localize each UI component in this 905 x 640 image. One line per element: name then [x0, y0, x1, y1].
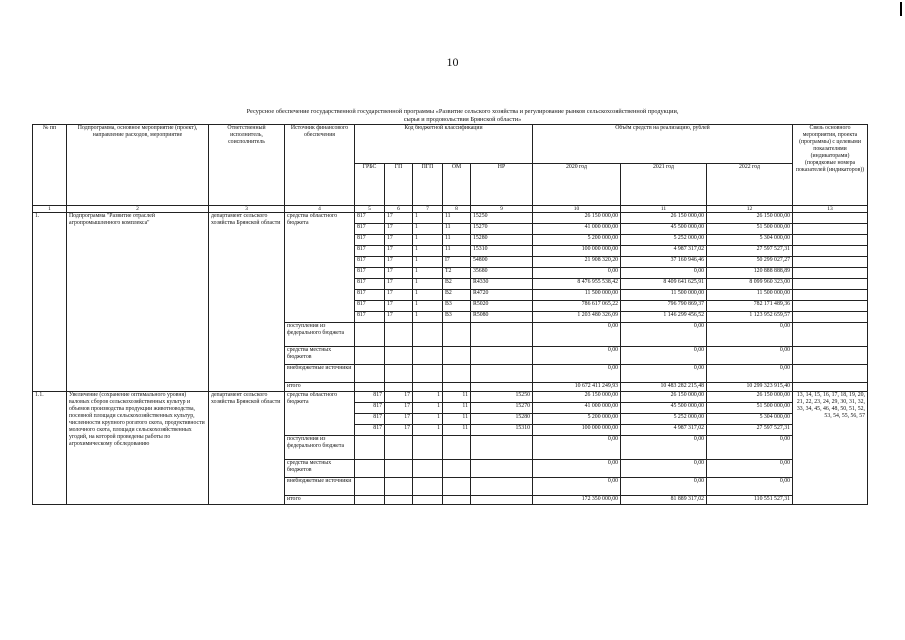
value-2020: 0,00: [533, 478, 621, 496]
code-np: R5080: [471, 312, 533, 323]
empty-code-cell: [355, 496, 385, 505]
code-gp: 17: [385, 403, 413, 414]
summary-label: итого: [285, 496, 355, 505]
code-gp: 17: [385, 279, 413, 290]
empty-code-cell: [413, 496, 443, 505]
code-grbs: 817: [355, 392, 385, 403]
executor-name: департамент сельского хозяйства Брянской области: [209, 213, 285, 392]
code-om: B3: [443, 301, 471, 312]
code-gp: 17: [385, 224, 413, 235]
colnum: 12: [707, 206, 793, 213]
value-2021: 0,00: [621, 460, 707, 478]
empty-code-cell: [443, 323, 471, 347]
value-2020: 5 200 000,00: [533, 235, 621, 246]
empty-code-cell: [413, 347, 443, 365]
code-pgp: 1: [413, 414, 443, 425]
value-2022: 5 304 000,00: [707, 235, 793, 246]
code-np: 15280: [471, 235, 533, 246]
empty-code-cell: [471, 383, 533, 392]
value-2020: 172 350 000,00: [533, 496, 621, 505]
colnum: 4: [285, 206, 355, 213]
value-2020: 0,00: [533, 347, 621, 365]
colnum: 3: [209, 206, 285, 213]
value-2020: 26 150 000,00: [533, 213, 621, 224]
empty-code-cell: [413, 436, 443, 460]
colnum: 6: [385, 206, 413, 213]
code-np: 15310: [471, 425, 533, 436]
indicator-cell: [793, 235, 868, 246]
colnum: 8: [443, 206, 471, 213]
code-grbs: 817: [355, 403, 385, 414]
code-np: 15270: [471, 224, 533, 235]
empty-code-cell: [471, 347, 533, 365]
code-pgp: 1: [413, 235, 443, 246]
code-grbs: 817: [355, 224, 385, 235]
value-2021: 5 252 000,00: [621, 235, 707, 246]
empty-code-cell: [471, 436, 533, 460]
code-np: 15310: [471, 246, 533, 257]
code-om: B2: [443, 279, 471, 290]
header-link: Связь основного мероприятия, проекта (программы) с целевыми показателями (индикаторами) (порядковые номера показателей (индикаторов)): [793, 125, 868, 206]
header-2021: 2021 год: [621, 164, 707, 206]
value-2022: 0,00: [707, 365, 793, 383]
code-gp: 17: [385, 213, 413, 224]
summary-label: средства местных бюджетов: [285, 347, 355, 365]
value-2021: 5 252 000,00: [621, 414, 707, 425]
measure-name: Подпрограмма "Развитие отраслей агропромышленного комплекса": [67, 213, 209, 392]
indicator-cell: [793, 323, 868, 347]
empty-code-cell: [385, 436, 413, 460]
value-2021: 81 889 317,02: [621, 496, 707, 505]
section-1-1-body: [33, 392, 868, 505]
scan-edge-mark: [900, 2, 902, 16]
colnum: 13: [793, 206, 868, 213]
header-source: Источник финансового обеспечения: [285, 125, 355, 206]
table-caption: [110, 108, 815, 124]
summary-label: поступления из федерального бюджета: [285, 323, 355, 347]
code-pgp: 1: [413, 301, 443, 312]
code-om: 11: [443, 224, 471, 235]
empty-code-cell: [443, 478, 471, 496]
indicator-numbers: 13, 14, 15, 16, 17, 18, 19, 20, 21, 22, 23, 24, 29, 30, 31, 32, 33, 34, 45, 46, 48, 50, 51, 52, 53, 54, 55, 56, 57: [793, 392, 868, 505]
value-2022: 8 099 960 323,00: [707, 279, 793, 290]
value-2020: 41 000 000,00: [533, 224, 621, 235]
code-om: 11: [443, 392, 471, 403]
colnum: 7: [413, 206, 443, 213]
code-gp: 17: [385, 312, 413, 323]
value-2022: 782 171 489,36: [707, 301, 793, 312]
value-2022: 27 597 527,31: [707, 425, 793, 436]
value-2021: 0,00: [621, 478, 707, 496]
empty-code-cell: [385, 347, 413, 365]
code-gp: 17: [385, 268, 413, 279]
code-om: 11: [443, 403, 471, 414]
empty-code-cell: [385, 460, 413, 478]
code-pgp: 1: [413, 312, 443, 323]
code-gp: 17: [385, 246, 413, 257]
colnum: 5: [355, 206, 385, 213]
value-2020: 11 500 000,00: [533, 290, 621, 301]
caption-line-2: сырья и продовольствия Брянской области»: [403, 116, 522, 123]
row-number: 1.1.: [33, 392, 67, 505]
empty-code-cell: [355, 323, 385, 347]
value-2022: 27 597 527,31: [707, 246, 793, 257]
value-2022: 10 299 323 915,40: [707, 383, 793, 392]
value-2022: 120 888 888,89: [707, 268, 793, 279]
code-pgp: 1: [413, 425, 443, 436]
code-grbs: 817: [355, 414, 385, 425]
summary-label: итого: [285, 383, 355, 392]
header-funds: Объём средств на реализацию, рублей: [533, 125, 793, 164]
code-om: 11: [443, 246, 471, 257]
value-2022: 50 299 027,27: [707, 257, 793, 268]
code-gp: 17: [385, 290, 413, 301]
measure-name: Увеличение (сохранение оптимального уровня) валовых сборов сельскохозяйственных культур и объемов производства продукции животноводства, посевной площади сельскохозяйственных культур, численности крупного рогатого скота, продуктивности молочного скота, площади сельскохозяйственных угодий, на которой проведены работы по агрохимическому обследованию: [67, 392, 209, 505]
code-np: R4330: [471, 279, 533, 290]
value-2021: 11 500 000,00: [621, 290, 707, 301]
column-number-row: [33, 206, 868, 213]
value-2022: 0,00: [707, 323, 793, 347]
summary-label: поступления из федерального бюджета: [285, 436, 355, 460]
value-2021: 45 500 000,00: [621, 403, 707, 414]
empty-code-cell: [471, 460, 533, 478]
indicator-cell: [793, 268, 868, 279]
code-grbs: 817: [355, 279, 385, 290]
resource-table: [32, 124, 868, 505]
funding-source: средства областного бюджета: [285, 213, 355, 323]
header-grbs: ГРБС: [355, 164, 385, 206]
empty-code-cell: [413, 323, 443, 347]
value-2021: 10 483 282 215,48: [621, 383, 707, 392]
code-pgp: 1: [413, 392, 443, 403]
value-2020: 5 200 000,00: [533, 414, 621, 425]
value-2021: 0,00: [621, 436, 707, 460]
value-2020: 0,00: [533, 323, 621, 347]
empty-code-cell: [355, 436, 385, 460]
value-2022: 0,00: [707, 347, 793, 365]
value-2020: 0,00: [533, 460, 621, 478]
code-np: 35680: [471, 268, 533, 279]
header-budget-code: Код бюджетной классификации: [355, 125, 533, 164]
empty-code-cell: [355, 478, 385, 496]
summary-label: внебюджетные источники: [285, 365, 355, 383]
empty-code-cell: [385, 478, 413, 496]
value-2022: 5 304 000,00: [707, 414, 793, 425]
funding-source: средства областного бюджета: [285, 392, 355, 436]
value-2021: 26 150 000,00: [621, 392, 707, 403]
code-grbs: 817: [355, 268, 385, 279]
empty-code-cell: [471, 365, 533, 383]
code-pgp: 1: [413, 257, 443, 268]
empty-code-cell: [443, 365, 471, 383]
code-np: 15250: [471, 213, 533, 224]
empty-code-cell: [443, 436, 471, 460]
value-2021: 4 987 317,02: [621, 425, 707, 436]
code-row: [33, 392, 868, 403]
code-om: 11: [443, 414, 471, 425]
code-pgp: 1: [413, 268, 443, 279]
colnum: 1: [33, 206, 67, 213]
summary-label: внебюджетные источники: [285, 478, 355, 496]
code-pgp: 1: [413, 213, 443, 224]
code-om: B2: [443, 290, 471, 301]
value-2022: 0,00: [707, 478, 793, 496]
header-2022: 2022 год: [707, 164, 793, 206]
code-gp: 17: [385, 301, 413, 312]
code-gp: 17: [385, 414, 413, 425]
value-2020: 8 476 955 538,42: [533, 279, 621, 290]
empty-code-cell: [355, 460, 385, 478]
value-2020: 21 908 320,20: [533, 257, 621, 268]
indicator-cell: [793, 347, 868, 365]
code-grbs: 817: [355, 425, 385, 436]
code-om: T2: [443, 268, 471, 279]
value-2022: 0,00: [707, 460, 793, 478]
value-2022: 0,00: [707, 436, 793, 460]
value-2022: 1 123 952 659,57: [707, 312, 793, 323]
header-om: ОМ: [443, 164, 471, 206]
indicator-cell: [793, 257, 868, 268]
empty-code-cell: [471, 478, 533, 496]
value-2022: 51 500 000,00: [707, 224, 793, 235]
code-om: 11: [443, 235, 471, 246]
header-2020: 2020 год: [533, 164, 621, 206]
code-np: 54800: [471, 257, 533, 268]
code-np: R5020: [471, 301, 533, 312]
code-pgp: 1: [413, 403, 443, 414]
code-row: [33, 213, 868, 224]
value-2021: 4 987 317,02: [621, 246, 707, 257]
header-np: НР: [471, 164, 533, 206]
empty-code-cell: [413, 383, 443, 392]
code-np: R4720: [471, 290, 533, 301]
indicator-cell: [793, 365, 868, 383]
empty-code-cell: [413, 365, 443, 383]
value-2022: 26 150 000,00: [707, 213, 793, 224]
code-om: I7: [443, 257, 471, 268]
header-program: Подпрограмма, основное мероприятие (проект), направление расходов, мероприятие: [67, 125, 209, 206]
code-gp: 17: [385, 425, 413, 436]
empty-code-cell: [385, 496, 413, 505]
empty-code-cell: [355, 347, 385, 365]
code-grbs: 817: [355, 312, 385, 323]
value-2021: 796 790 869,37: [621, 301, 707, 312]
value-2020: 786 617 065,22: [533, 301, 621, 312]
colnum: 10: [533, 206, 621, 213]
code-pgp: 1: [413, 224, 443, 235]
header-no: № пп: [33, 125, 67, 206]
code-om: 11: [443, 425, 471, 436]
empty-code-cell: [471, 496, 533, 505]
code-grbs: 817: [355, 213, 385, 224]
caption-line-1: Ресурсное обеспечение государственной государственной программы «Развитие сельского хозяйства и регулирование рынков сельскохозяйственной продукции,: [246, 108, 679, 115]
empty-code-cell: [443, 383, 471, 392]
indicator-cell: [793, 383, 868, 392]
code-gp: 17: [385, 235, 413, 246]
code-gp: 17: [385, 392, 413, 403]
header-pgp: ПГП: [413, 164, 443, 206]
value-2022: 11 500 000,00: [707, 290, 793, 301]
value-2020: 0,00: [533, 268, 621, 279]
value-2020: 100 000 000,00: [533, 425, 621, 436]
indicator-cell: [793, 213, 868, 224]
value-2020: 41 000 000,00: [533, 403, 621, 414]
value-2021: 0,00: [621, 365, 707, 383]
page-number: 10: [446, 55, 459, 69]
code-pgp: 1: [413, 279, 443, 290]
value-2021: 1 146 299 456,52: [621, 312, 707, 323]
indicator-cell: [793, 312, 868, 323]
value-2022: 110 551 527,31: [707, 496, 793, 505]
value-2020: 1 203 480 326,09: [533, 312, 621, 323]
code-grbs: 817: [355, 301, 385, 312]
empty-code-cell: [355, 383, 385, 392]
value-2021: 26 150 000,00: [621, 213, 707, 224]
code-np: 15250: [471, 392, 533, 403]
colnum: 2: [67, 206, 209, 213]
empty-code-cell: [443, 347, 471, 365]
value-2021: 45 500 000,00: [621, 224, 707, 235]
code-gp: 17: [385, 257, 413, 268]
empty-code-cell: [385, 383, 413, 392]
row-number: 1.: [33, 213, 67, 392]
empty-code-cell: [385, 365, 413, 383]
section-1-body: [33, 213, 868, 392]
value-2021: 8 409 641 625,91: [621, 279, 707, 290]
value-2020: 26 150 000,00: [533, 392, 621, 403]
header-gp: ГП: [385, 164, 413, 206]
indicator-cell: [793, 290, 868, 301]
value-2020: 0,00: [533, 436, 621, 460]
value-2022: 51 500 000,00: [707, 403, 793, 414]
code-grbs: 817: [355, 290, 385, 301]
code-grbs: 817: [355, 235, 385, 246]
code-om: B3: [443, 312, 471, 323]
empty-code-cell: [443, 496, 471, 505]
empty-code-cell: [385, 323, 413, 347]
code-np: 15280: [471, 414, 533, 425]
code-np: 15270: [471, 403, 533, 414]
value-2020: 10 672 411 249,93: [533, 383, 621, 392]
value-2021: 37 160 946,46: [621, 257, 707, 268]
value-2021: 0,00: [621, 347, 707, 365]
value-2021: 0,00: [621, 268, 707, 279]
indicator-cell: [793, 224, 868, 235]
code-grbs: 817: [355, 246, 385, 257]
indicator-cell: [793, 246, 868, 257]
empty-code-cell: [355, 365, 385, 383]
code-pgp: 1: [413, 246, 443, 257]
empty-code-cell: [471, 323, 533, 347]
empty-code-cell: [413, 478, 443, 496]
indicator-cell: [793, 301, 868, 312]
header-executor: Ответственный исполнитель, соисполнитель: [209, 125, 285, 206]
summary-label: средства местных бюджетов: [285, 460, 355, 478]
executor-name: департамент сельского хозяйства Брянской области: [209, 392, 285, 505]
value-2021: 0,00: [621, 323, 707, 347]
colnum: 11: [621, 206, 707, 213]
code-om: 11: [443, 213, 471, 224]
code-pgp: 1: [413, 290, 443, 301]
empty-code-cell: [443, 460, 471, 478]
value-2020: 0,00: [533, 365, 621, 383]
colnum: 9: [471, 206, 533, 213]
empty-code-cell: [413, 460, 443, 478]
indicator-cell: [793, 279, 868, 290]
header-row-1: [33, 125, 868, 164]
value-2020: 100 000 000,00: [533, 246, 621, 257]
code-grbs: 817: [355, 257, 385, 268]
value-2022: 26 150 000,00: [707, 392, 793, 403]
